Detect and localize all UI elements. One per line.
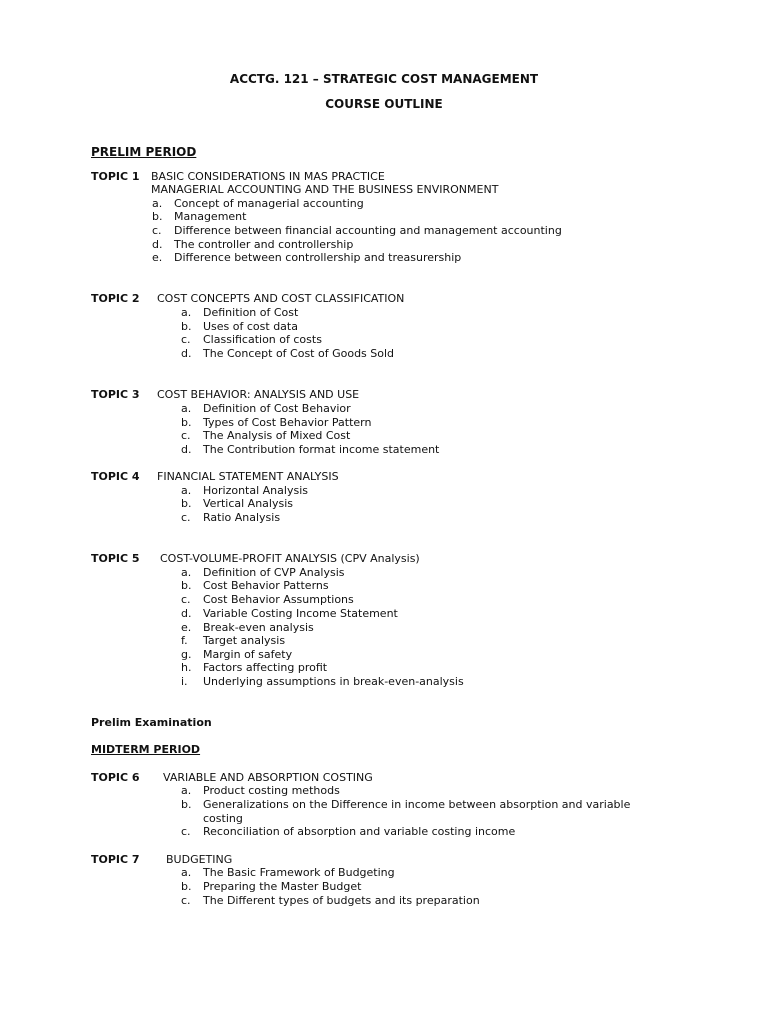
list-item-text: Product costing methods: [203, 784, 340, 797]
list-marker: b.: [152, 210, 163, 223]
topic-label: TOPIC 7: [91, 853, 140, 866]
list-item-text: Cost Behavior Patterns: [203, 579, 329, 592]
document-title: ACCTG. 121 – STRATEGIC COST MANAGEMENT: [229, 72, 539, 86]
list-marker: b.: [181, 416, 192, 429]
list-marker: e.: [181, 621, 192, 634]
list-item-text: Definition of Cost: [203, 306, 299, 319]
list-marker: c.: [181, 429, 191, 442]
topic-title: FINANCIAL STATEMENT ANALYSIS: [157, 470, 339, 483]
list-marker: c.: [181, 825, 191, 838]
topic-title: COST BEHAVIOR: ANALYSIS AND USE: [157, 388, 360, 401]
list-marker: a.: [181, 484, 192, 497]
list-marker: b.: [181, 880, 192, 893]
list-item-text: The Analysis of Mixed Cost: [203, 429, 351, 442]
list-item-text: Cost Behavior Assumptions: [203, 593, 354, 606]
topic-title: VARIABLE AND ABSORPTION COSTING: [163, 771, 373, 784]
topic-label: TOPIC 5: [91, 552, 140, 565]
list-marker: d.: [181, 443, 192, 456]
list-item-text: Generalizations on the Difference in income between absorption and variable costing: [203, 798, 631, 825]
list-item-text: The Basic Framework of Budgeting: [203, 866, 395, 879]
list-marker: d.: [181, 347, 192, 360]
list-item-text: Horizontal Analysis: [203, 484, 308, 497]
list-item-text: Reconciliation of absorption and variable costing income: [203, 825, 516, 838]
topic-title: BASIC CONSIDERATIONS IN MAS PRACTICE: [151, 170, 385, 183]
list-item-text: Uses of cost data: [203, 320, 298, 333]
topic-subtitle: MANAGERIAL ACCOUNTING AND THE BUSINESS ENVIRONMENT: [151, 183, 499, 196]
list-marker: e.: [152, 251, 163, 264]
list-marker: i.: [181, 675, 188, 688]
list-marker: c.: [181, 333, 191, 346]
list-item-text: Management: [174, 210, 247, 223]
list-item-text: Classification of costs: [203, 333, 322, 346]
document-subtitle: COURSE OUTLINE: [325, 97, 443, 111]
list-marker: b.: [181, 497, 192, 510]
list-item-text: Definition of CVP Analysis: [203, 566, 345, 579]
topic-label: TOPIC 2: [91, 292, 140, 305]
list-marker: c.: [181, 593, 191, 606]
list-marker: f.: [181, 634, 188, 647]
topic-label: TOPIC 1: [91, 170, 140, 183]
list-item-text: Margin of safety: [203, 648, 293, 661]
list-marker: a.: [181, 306, 192, 319]
list-item-text: Concept of managerial accounting: [174, 197, 364, 210]
topic-title: COST CONCEPTS AND COST CLASSIFICATION: [157, 292, 405, 305]
list-marker: b.: [181, 579, 192, 592]
list-marker: a.: [152, 197, 163, 210]
topic-label: TOPIC 6: [91, 771, 140, 784]
list-item-text: Definition of Cost Behavior: [203, 402, 351, 415]
list-marker: c.: [181, 894, 191, 907]
topic-title: COST-VOLUME-PROFIT ANALYSIS (CPV Analysis): [160, 552, 420, 565]
list-marker: b.: [181, 798, 192, 811]
list-marker: a.: [181, 566, 192, 579]
list-marker: c.: [181, 511, 191, 524]
list-marker: g.: [181, 648, 192, 661]
list-marker: c.: [152, 224, 162, 237]
list-item-text: Break-even analysis: [203, 621, 314, 634]
prelim-exam-label: Prelim Examination: [91, 716, 212, 729]
list-item-text: Types of Cost Behavior Pattern: [203, 416, 372, 429]
list-item-text: The Contribution format income statement: [203, 443, 440, 456]
list-item-text: Difference between financial accounting and management accounting: [174, 224, 562, 237]
list-item-text: Vertical Analysis: [203, 497, 293, 510]
list-item-text: Variable Costing Income Statement: [203, 607, 398, 620]
list-marker: a.: [181, 866, 192, 879]
list-item-text: Underlying assumptions in break-even-analysis: [203, 675, 464, 688]
list-marker: a.: [181, 784, 192, 797]
list-item-text: The Different types of budgets and its preparation: [203, 894, 480, 907]
topic-label: TOPIC 4: [91, 470, 140, 483]
list-item-text: Target analysis: [203, 634, 286, 647]
list-item-text: The controller and controllership: [174, 238, 354, 251]
list-item-text: Difference between controllership and treasurership: [174, 251, 462, 264]
topic-title: BUDGETING: [166, 853, 233, 866]
midterm-heading: MIDTERM PERIOD: [91, 743, 201, 756]
list-item-text: The Concept of Cost of Goods Sold: [203, 347, 395, 360]
list-item-text: Ratio Analysis: [203, 511, 281, 524]
list-marker: a.: [181, 402, 192, 415]
list-marker: b.: [181, 320, 192, 333]
list-marker: d.: [152, 238, 163, 251]
list-marker: d.: [181, 607, 192, 620]
list-item-text: Factors affecting profit: [203, 661, 328, 674]
topic-label: TOPIC 3: [91, 388, 140, 401]
list-item-text: Preparing the Master Budget: [203, 880, 362, 893]
prelim-heading: PRELIM PERIOD: [91, 145, 197, 159]
list-marker: h.: [181, 661, 192, 674]
